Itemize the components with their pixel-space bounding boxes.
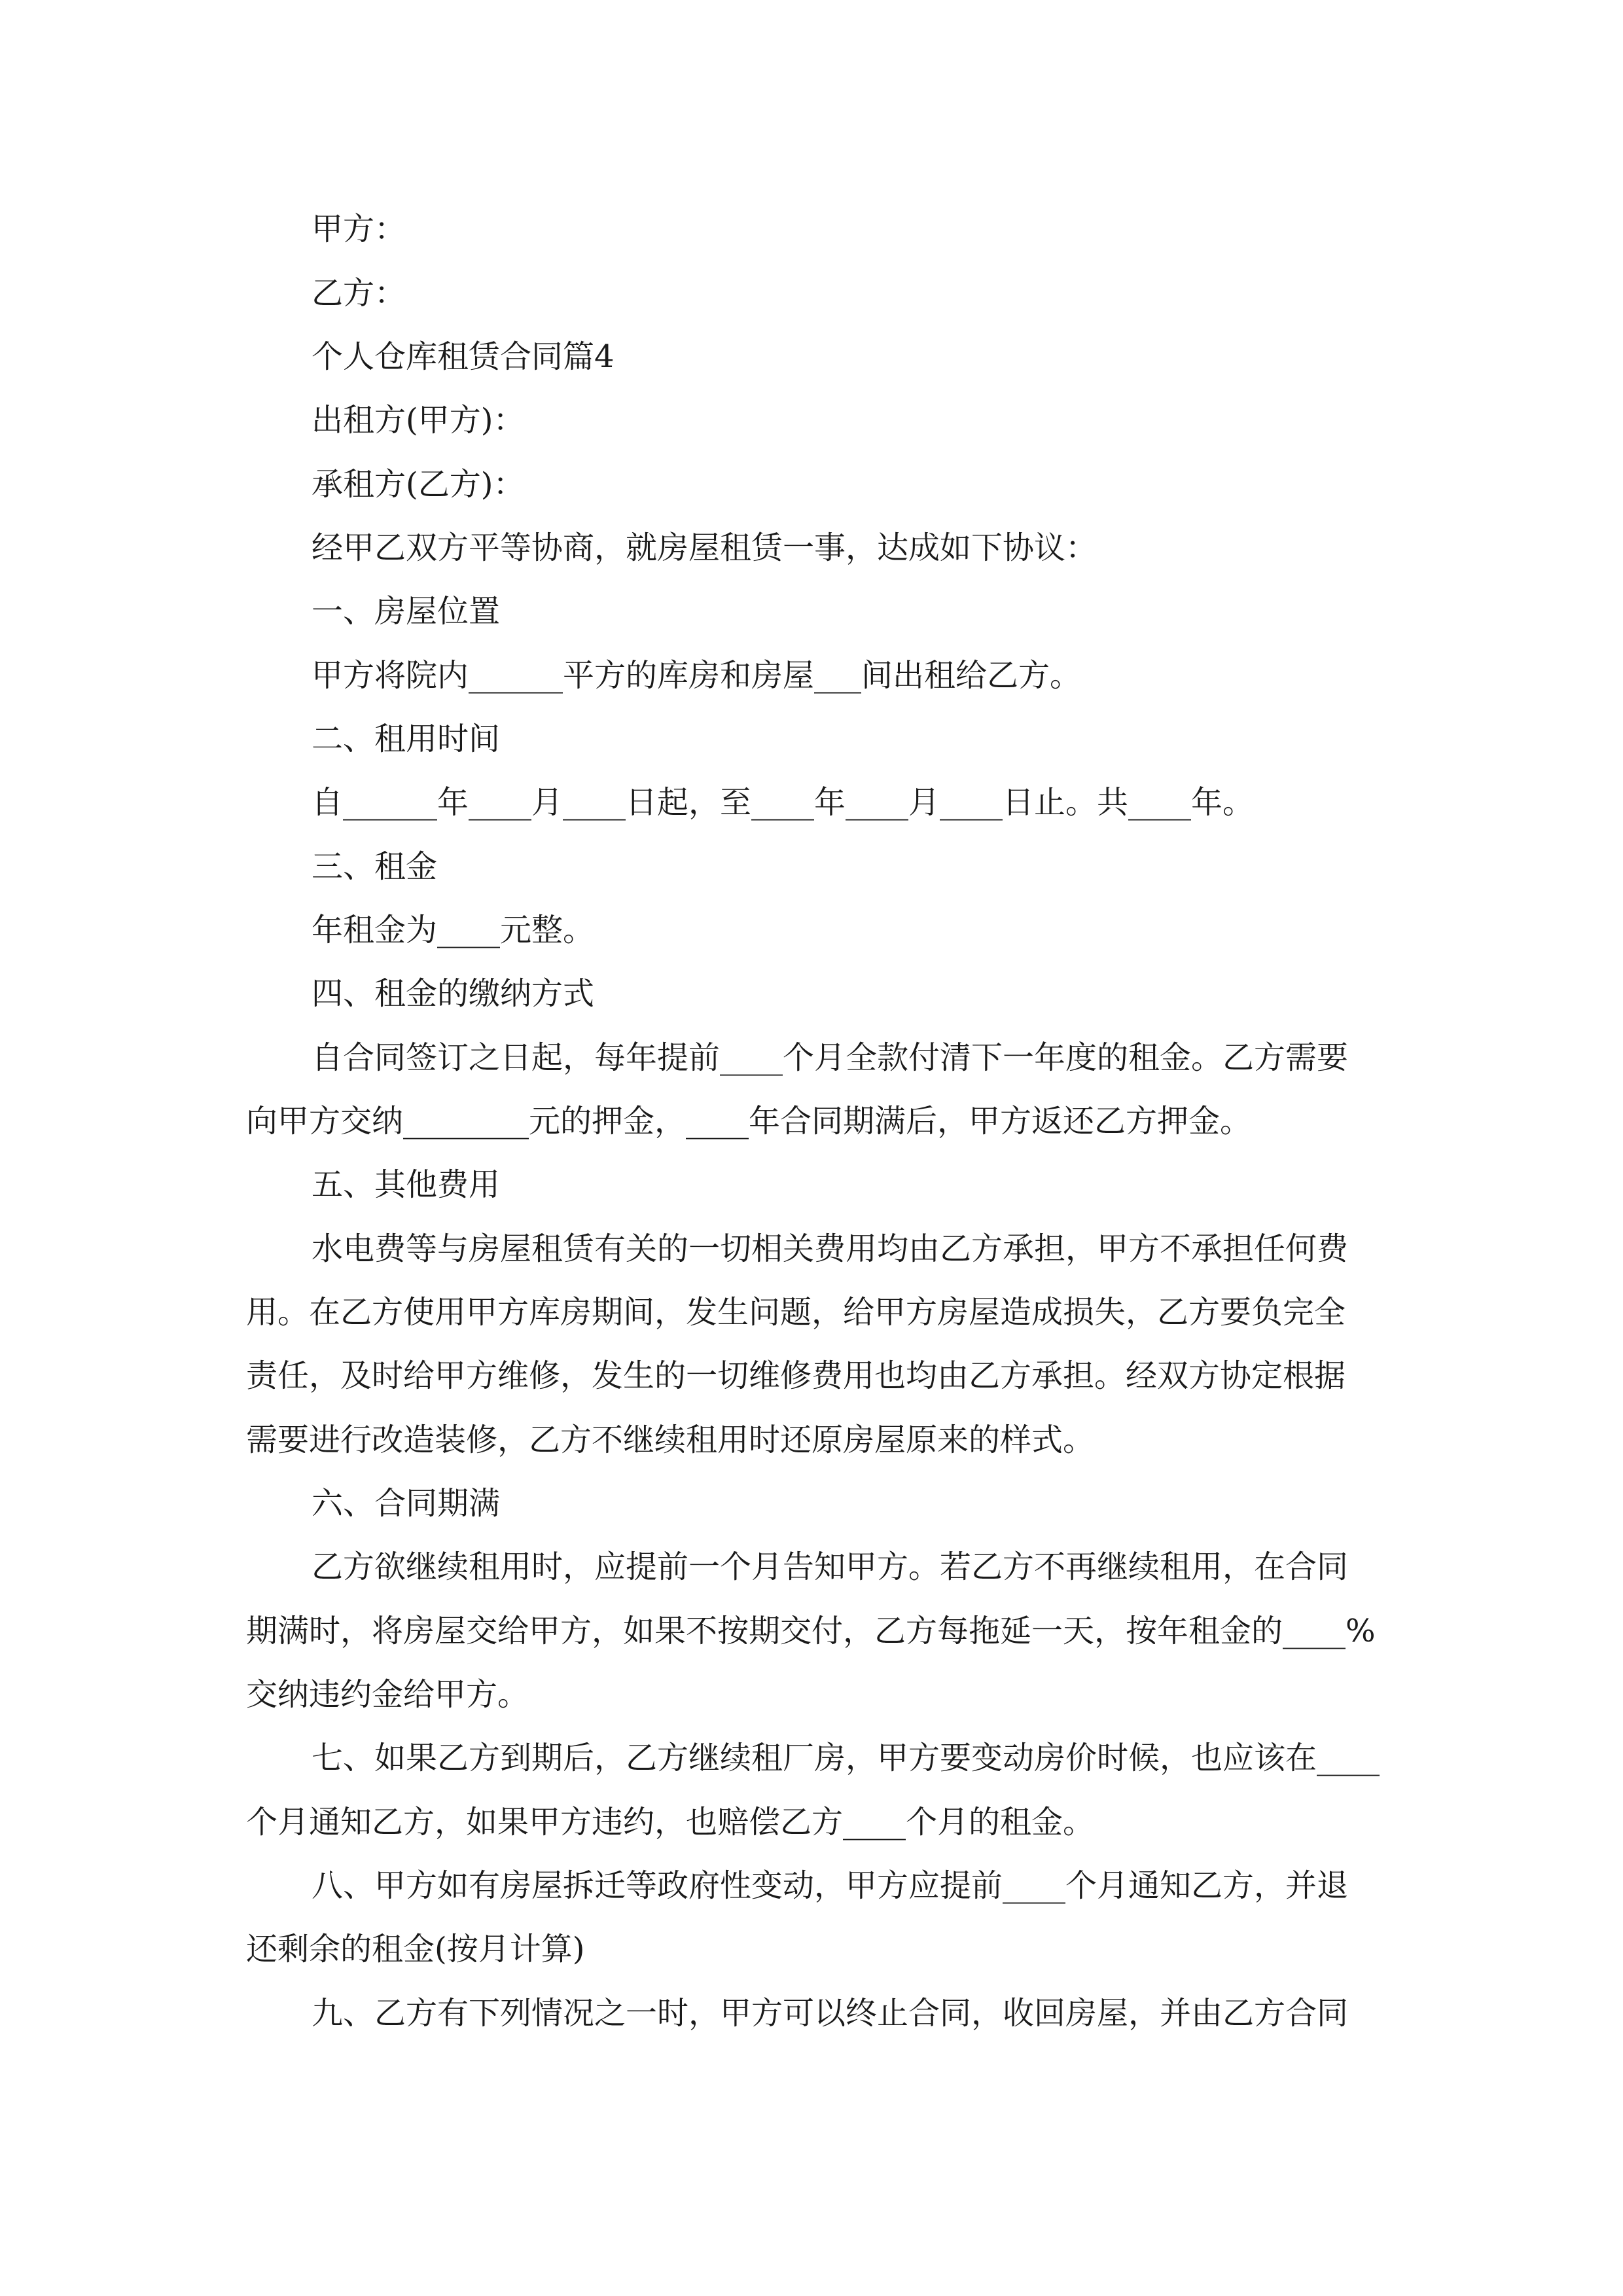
party-a-line: 甲方： bbox=[312, 211, 406, 247]
section-heading-1: 一、房屋位置 bbox=[312, 593, 501, 630]
section-heading-6: 六、合同期满 bbox=[312, 1485, 501, 1522]
lessee-line: 承租方(乙方)： bbox=[312, 466, 525, 503]
section-7-text-2: 个月通知乙方，如果甲方违约，也赔偿乙方____个月的租金。 bbox=[246, 1804, 1095, 1840]
section-5-text-1: 水电费等与房屋租赁有关的一切相关费用均由乙方承担，甲方不承担任何费 bbox=[312, 1230, 1349, 1267]
section-6-text-2: 期满时，将房屋交给甲方，如果不按期交付，乙方每拖延一天，按年租金的____% bbox=[246, 1613, 1376, 1649]
section-5-text-4: 需要进行改造装修，乙方不继续租用时还原房屋原来的样式。 bbox=[246, 1422, 1095, 1458]
party-b-line: 乙方： bbox=[312, 275, 406, 312]
preamble: 经甲乙双方平等协商，就房屋租赁一事，达成如下协议： bbox=[312, 529, 1097, 566]
section-8-text-1: 八、甲方如有房屋拆迁等政府性变动，甲方应提前____个月通知乙方，并退 bbox=[312, 1867, 1349, 1904]
section-6-text-1: 乙方欲继续租用时，应提前一个月告知甲方。若乙方不再继续租用，在合同 bbox=[312, 1549, 1349, 1585]
section-4-text-1: 自合同签订之日起，每年提前____个月全款付清下一年度的租金。乙方需要 bbox=[312, 1039, 1349, 1076]
section-3-text: 年租金为____元整。 bbox=[312, 912, 595, 948]
section-heading-5: 五、其他费用 bbox=[312, 1166, 501, 1203]
section-5-text-3: 责任，及时给甲方维修，发生的一切维修费用也均由乙方承担。经双方协定根据 bbox=[246, 1357, 1346, 1394]
section-2-text: 自______年____月____日起，至____年____月____日止。共____年。 bbox=[312, 784, 1255, 821]
section-4-text-2: 向甲方交纳________元的押金，____年合同期满后，甲方返还乙方押金。 bbox=[246, 1103, 1252, 1139]
lessor-line: 出租方(甲方)： bbox=[312, 402, 525, 439]
section-heading-4: 四、租金的缴纳方式 bbox=[312, 975, 595, 1012]
contract-title: 个人仓库租赁合同篇4 bbox=[312, 338, 615, 375]
section-heading-2: 二、租用时间 bbox=[312, 721, 501, 757]
section-1-text: 甲方将院内______平方的库房和房屋___间出租给乙方。 bbox=[312, 657, 1082, 694]
section-9-text-1: 九、乙方有下列情况之一时，甲方可以终止合同，收回房屋，并由乙方合同 bbox=[312, 1995, 1349, 2032]
section-6-text-3: 交纳违约金给甲方。 bbox=[246, 1676, 529, 1713]
section-8-text-2: 还剩余的租金(按月计算) bbox=[246, 1931, 585, 1967]
section-5-text-2: 用。在乙方使用甲方库房期间，发生问题，给甲方房屋造成损失，乙方要负完全 bbox=[246, 1294, 1346, 1331]
section-heading-3: 三、租金 bbox=[312, 848, 438, 885]
section-7-text-1: 七、如果乙方到期后，乙方继续租厂房，甲方要变动房价时候，也应该在____ bbox=[312, 1740, 1380, 1776]
